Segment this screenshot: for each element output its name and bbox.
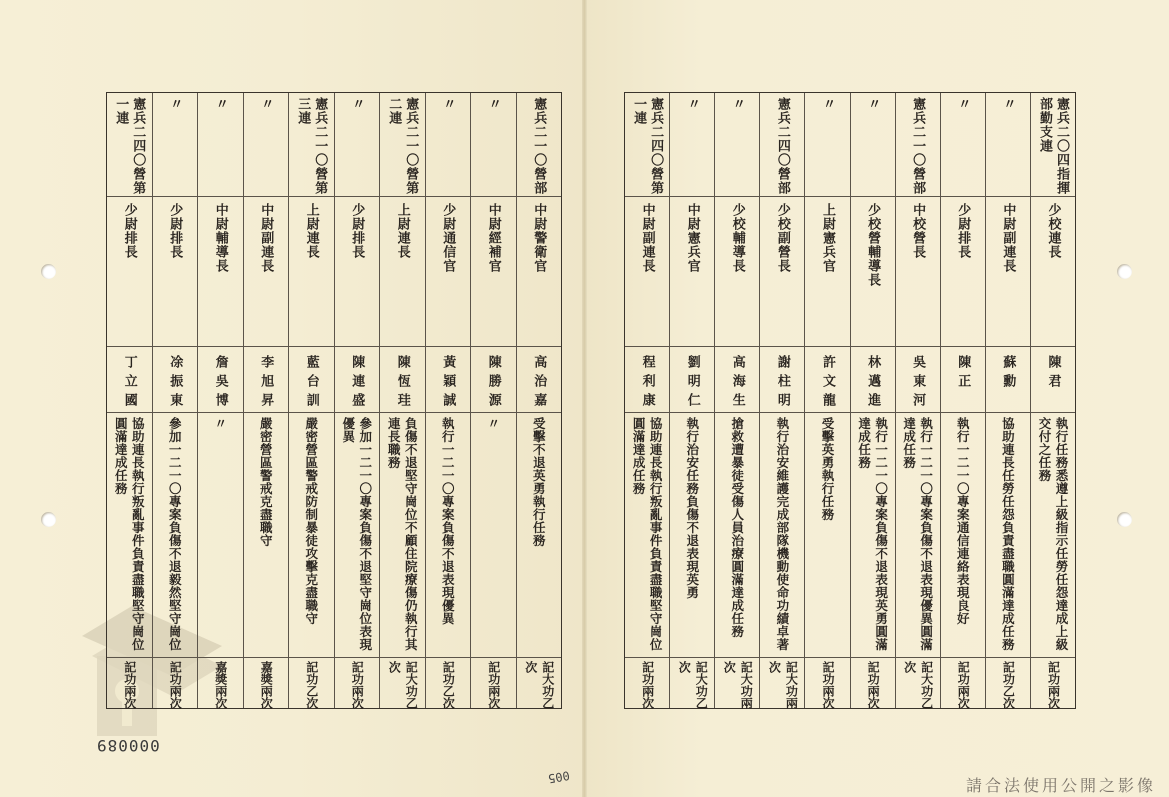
rank-cell-text: 中尉經補官 [485,203,501,273]
award-cell [625,657,669,709]
name-cell-text: 謝柱明 [774,355,790,412]
deed-cell-text: 搶救遭暴徒受傷人員治療圓滿達成任務 [729,417,745,638]
award-cell [1031,657,1075,709]
rank-cell-text: 中尉副連長 [639,203,655,273]
award-cell-text: 記大功乙次 [677,661,709,709]
name-cell [426,346,471,413]
name-cell-text: 陳勝源 [485,355,501,412]
rank-cell-text: 少校副營長 [774,203,790,273]
deed-cell [670,412,714,658]
award-cell [380,657,425,709]
unit-cell [896,93,940,196]
award-cell-text: 記功乙次 [441,661,456,709]
name-cell-text: 高海生 [729,355,745,412]
name-cell [625,346,669,413]
award-cell [986,657,1030,709]
name-cell-text: 李旭昇 [258,355,274,412]
rank-cell-text: 上尉連長 [303,203,319,259]
ledger-column [940,93,985,708]
rank-cell [107,196,152,347]
unit-cell-text: 憲兵二一〇營部 [531,97,547,195]
rank-cell-text: 少校營輔導長 [865,203,881,287]
rank-cell-text: 上尉連長 [394,203,410,259]
deed-cell [426,412,471,658]
rank-cell [986,196,1030,347]
binder-hole [1117,264,1132,279]
rank-cell [153,196,198,347]
unit-cell [426,93,471,196]
rank-cell-text: 少尉排長 [349,203,365,259]
name-cell-text: 許文龍 [819,355,835,412]
rank-cell [670,196,714,347]
award-cell [471,657,516,709]
award-cell [198,657,243,709]
unit-cell [1031,93,1075,196]
name-cell-text: 陳君 [1045,355,1061,393]
ledger-column [288,93,334,708]
award-cell-text: 記功兩次 [350,661,365,709]
name-cell-text: 高治嘉 [531,355,547,412]
award-cell [335,657,380,709]
rank-cell [625,196,669,347]
deed-cell-text: 〃 [485,417,501,430]
deed-cell-text: 負傷不退堅守崗位不顧住院療傷仍執行其連長職務 [386,417,419,651]
deed-cell [1031,412,1075,658]
unit-cell [670,93,714,196]
unit-cell-text: 憲兵二四〇營第一連 [631,97,664,195]
rank-cell-text: 少校輔導長 [729,203,745,273]
name-cell [198,346,243,413]
name-cell-text: 詹吳博 [212,355,228,412]
name-cell-text: 凃振東 [167,355,183,412]
deed-cell [153,412,198,658]
rank-cell-text: 上尉憲兵官 [819,203,835,273]
deed-cell [760,412,804,658]
deed-cell-text: 協助連長任勞任怨負責盡職圓滿達成任務 [1000,417,1016,651]
unit-cell-text: 〃 [485,97,501,111]
award-cell [715,657,759,709]
rank-cell-text: 少校連長 [1045,203,1061,259]
usage-notice: 請合法使用公開之影像 [966,776,1157,795]
award-cell [896,657,940,709]
rank-cell-text: 少尉排長 [955,203,971,259]
deed-cell-text: 執行一二一〇專案負傷不退表現優異 [440,417,456,625]
rank-cell-text: 中尉輔導長 [212,203,228,273]
name-cell [1031,346,1075,413]
deed-cell-text: 執行治安任務負傷不退表現英勇 [684,417,700,599]
award-cell [517,657,562,709]
right-award-ledger [624,92,1076,709]
rank-cell-text: 中尉憲兵官 [684,203,700,273]
unit-cell [471,93,516,196]
unit-cell [715,93,759,196]
unit-cell-text: 憲兵二一〇營部 [910,97,926,195]
unit-cell [380,93,425,196]
rank-cell [471,196,516,347]
award-cell-text: 記功兩次 [956,661,971,709]
unit-cell-text: 〃 [167,97,183,111]
rank-cell [896,196,940,347]
name-cell [986,346,1030,413]
rank-cell-text: 中尉副連長 [1000,203,1016,273]
name-cell [805,346,849,413]
unit-cell [289,93,334,196]
deed-cell [625,412,669,658]
ledger-column [379,93,425,708]
unit-cell [941,93,985,196]
deed-cell [289,412,334,658]
rank-cell-text: 中尉副連長 [258,203,274,273]
award-cell-text: 記功乙次 [304,661,319,709]
unit-cell-text: 〃 [819,97,835,111]
name-cell-text: 藍台訓 [303,355,319,412]
unit-cell-text: 憲兵二四〇營第一連 [113,97,146,195]
unit-cell-text: 〃 [684,97,700,111]
rank-cell [380,196,425,347]
ledger-column [107,93,152,708]
unit-cell-text: 〃 [729,97,745,111]
award-cell-text: 記功兩次 [1046,661,1061,709]
award-cell-text: 記大功乙次 [387,661,419,709]
deed-cell [244,412,289,658]
award-cell [289,657,334,709]
ledger-column [197,93,243,708]
award-cell-text: 記功兩次 [168,661,183,709]
deed-cell-text: 執行治安維護完成部隊機動使命功績卓著 [774,417,790,651]
unit-cell [625,93,669,196]
rank-cell [760,196,804,347]
deed-cell-text: 嚴密營區警戒克盡職守 [258,417,274,547]
name-cell-text: 程利康 [639,355,655,412]
name-cell-text: 丁立國 [121,355,137,412]
deed-cell-text: 〃 [212,417,228,430]
rank-cell [244,196,289,347]
name-cell-text: 吳東河 [910,355,926,412]
page-number: 005 [546,768,571,786]
deed-cell [471,412,516,658]
rank-cell [851,196,895,347]
name-cell-text: 劉明仁 [684,355,700,412]
award-cell-text: 嘉獎兩次 [259,661,274,709]
rank-cell [289,196,334,347]
award-cell-text: 記大功兩次 [722,661,754,709]
unit-cell-text: 〃 [865,97,881,111]
ledger-column [152,93,198,708]
award-cell-text: 記功兩次 [122,661,137,709]
ledger-column [759,93,804,708]
unit-cell-text: 〃 [212,97,228,111]
ledger-column [470,93,516,708]
unit-cell-text: 〃 [1000,97,1016,111]
award-cell-text: 記功兩次 [486,661,501,709]
unit-cell-text: 〃 [955,97,971,111]
rank-cell [426,196,471,347]
ledger-column [516,93,562,708]
unit-cell-text: 〃 [440,97,456,111]
deed-cell [380,412,425,658]
rank-cell [1031,196,1075,347]
binder-hole [41,264,56,279]
binder-hole [41,512,56,527]
name-cell-text: 陳恆珪 [394,355,410,412]
ledger-column [714,93,759,708]
rank-cell-text: 中校營長 [910,203,926,259]
unit-cell [851,93,895,196]
award-cell [670,657,714,709]
deed-cell-text: 執行一二一〇專案負傷不退表現英勇圓滿達成任務 [856,417,889,651]
unit-cell [107,93,152,196]
award-cell-text: 記大功兩次 [767,661,799,709]
unit-cell [986,93,1030,196]
ledger-column [895,93,940,708]
unit-cell [805,93,849,196]
deed-cell-text: 受擊不退英勇執行任務 [531,417,547,547]
ledger-column [985,93,1030,708]
unit-cell-text: 憲兵二一〇營第二連 [386,97,419,195]
rank-cell [198,196,243,347]
unit-cell [244,93,289,196]
award-cell [851,657,895,709]
name-cell [851,346,895,413]
ledger-column [425,93,471,708]
name-cell [517,346,562,413]
name-cell [760,346,804,413]
name-cell [153,346,198,413]
rank-cell-text: 少尉通信官 [440,203,456,273]
rank-cell [335,196,380,347]
ledger-column [334,93,380,708]
ledger-column [625,93,669,708]
deed-cell-text: 參加一二一〇專案負傷不退堅守崗位表現優異 [340,417,373,651]
deed-cell-text: 協助連長執行叛亂事件負責盡職堅守崗位圓滿達成任務 [113,417,146,651]
award-cell-text: 記功兩次 [866,661,881,709]
left-award-ledger [106,92,562,709]
unit-cell-text: 〃 [349,97,365,111]
deed-cell [851,412,895,658]
unit-cell-text: 〃 [258,97,274,111]
award-cell-text: 記大功乙次 [523,661,555,709]
award-cell [244,657,289,709]
name-cell [380,346,425,413]
name-cell-text: 林邁進 [865,355,881,412]
unit-cell [335,93,380,196]
unit-cell-text: 憲兵二〇四指揮部勤支連 [1036,97,1069,195]
ledger-column [243,93,289,708]
deed-cell [335,412,380,658]
deed-cell-text: 執行一二一〇專案負傷不退表現優異圓滿達成任務 [901,417,934,651]
deed-cell-text: 執行一二一〇專案通信連絡表現良好 [955,417,971,625]
rank-cell [715,196,759,347]
deed-cell [896,412,940,658]
rank-cell [517,196,562,347]
deed-cell [198,412,243,658]
unit-cell [198,93,243,196]
award-cell [805,657,849,709]
rank-cell-text: 中尉警衛官 [531,203,547,273]
rank-cell-text: 少尉排長 [167,203,183,259]
deed-cell-text: 參加一二一〇專案負傷不退毅然堅守崗位 [167,417,183,651]
deed-cell [986,412,1030,658]
award-cell-text: 嘉獎兩次 [213,661,228,709]
deed-cell [107,412,152,658]
award-cell [107,657,152,709]
name-cell [335,346,380,413]
deed-cell [517,412,562,658]
binder-hole [1117,512,1132,527]
name-cell-text: 蘇勳 [1000,355,1016,393]
award-cell-text: 記大功乙次 [902,661,934,709]
name-cell-text: 陳連盛 [349,355,365,412]
award-cell [153,657,198,709]
unit-cell [153,93,198,196]
deed-cell [805,412,849,658]
award-cell-text: 記功兩次 [640,661,655,709]
ledger-column [1030,93,1075,708]
rank-cell [941,196,985,347]
award-cell [941,657,985,709]
rank-cell [805,196,849,347]
award-cell [760,657,804,709]
ledger-column [850,93,895,708]
award-cell-text: 記功兩次 [820,661,835,709]
unit-cell [517,93,562,196]
unit-cell [760,93,804,196]
serial-number: 000089 [96,736,160,755]
name-cell [244,346,289,413]
name-cell [896,346,940,413]
award-cell [426,657,471,709]
award-cell-text: 記功乙次 [1001,661,1016,709]
deed-cell-text: 嚴密營區警戒防制暴徒攻擊克盡職守 [303,417,319,625]
ledger-column [669,93,714,708]
page-fold [582,0,587,797]
name-cell [715,346,759,413]
unit-cell-text: 憲兵二四〇營部 [774,97,790,195]
name-cell [107,346,152,413]
ledger-column [804,93,849,708]
name-cell-text: 陳正 [955,355,971,393]
rank-cell-text: 少尉排長 [121,203,137,259]
name-cell [471,346,516,413]
unit-cell-text: 憲兵二一〇營第三連 [295,97,328,195]
deed-cell-text: 執行任務悉遵上級指示任勞任怨達成上級交付之任務 [1036,417,1069,651]
name-cell-text: 黃穎誠 [440,355,456,412]
name-cell [941,346,985,413]
deed-cell [941,412,985,658]
deed-cell [715,412,759,658]
deed-cell-text: 協助連長執行叛亂事件負責盡職堅守崗位圓滿達成任務 [631,417,664,651]
deed-cell-text: 受擊英勇執行任務 [819,417,835,521]
name-cell [670,346,714,413]
name-cell [289,346,334,413]
